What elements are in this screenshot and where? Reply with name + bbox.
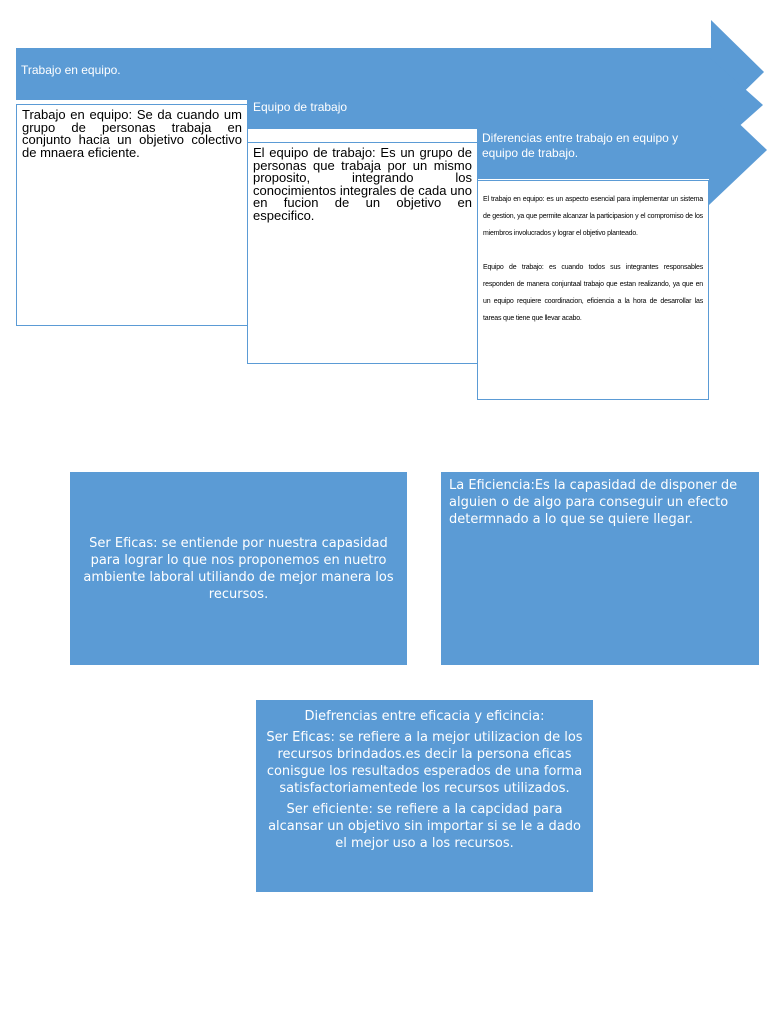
step3-title: Diferencias entre trabajo en equipo y equipo de trabajo. [482, 131, 679, 160]
step1-body: Trabajo en equipo: Se da cuando um grupo de personas trabaja en conjunto hacia un objetivo colectivo de mnaera eficiente. [22, 107, 242, 160]
eficas-box [70, 472, 407, 665]
step1-content-box [16, 104, 248, 326]
eficas-text: Ser Eficas: se entiende por nuestra capasidad para lograr lo que nos proponemos en nuetro ambiente laboral utiliando de mejor manera los recursos. [83, 535, 394, 602]
diferencias-heading: Diefrencias entre eficacia y eficincia: [304, 709, 545, 724]
diferencias-p2: Ser eficiente: se refiere a la capcidad para alcansar un objetivo sin importar si se le a dado el mejor uso a los recursos. [268, 802, 581, 851]
diferencias-box [256, 700, 593, 892]
step2-body: El equipo de trabajo: Es un grupo de personas que trabaja por un mismo proposito, integrando los conocimientos integrales de cada uno en fucion de un objetivo en especifico. [253, 145, 472, 223]
eficiencia-text: La Eficiencia:Es la capasidad de disponer de alguien o de algo para conseguir un efecto determnado a lo que se quiere llegar. [449, 478, 738, 527]
eficiencia-box [441, 472, 759, 665]
step1-title: Trabajo en equipo. [21, 63, 121, 77]
step2-title: Equipo de trabajo [253, 100, 348, 114]
step2-content-box [247, 142, 478, 364]
step3-content-box [477, 180, 709, 400]
diferencias-p1: Ser Eficas: se refiere a la mejor utilizacion de los recursos brindados.es decir la persona eficas conisgue los resultados esperados de una forma satisfactoriamentede los recursos utilizados. [266, 730, 583, 796]
step3-body-1: El trabajo en equipo: es un aspecto esencial para implementar un sistema de gestion, ya que permite alcanzar la participasion y el compromiso de los miembros involucrados y lograr el objetivo planteado. [483, 196, 703, 237]
step3-body-2: Equipo de trabajo: es cuando todos sus integrantes responsables responden de manera conjuntaal trabajo que estan realizando, ya que en un equipo requiere coordinacion, eficiencia a la hora de desarrollar las tareas que tiene que llevar acabo. [483, 264, 703, 322]
